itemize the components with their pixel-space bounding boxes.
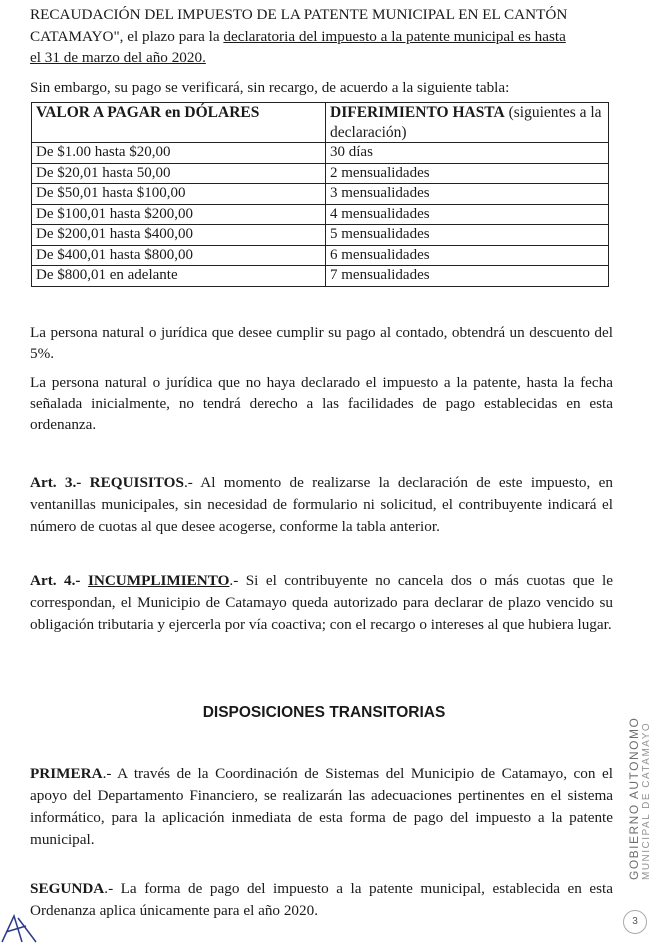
row-deferral: 30 días: [326, 143, 609, 164]
row-deferral: 7 mensualidades: [326, 266, 609, 287]
segunda-text: .- La forma de pago del impuesto a la patente municipal, establecida en esta Ordenanza aplica únicamente para el año 2020.: [30, 880, 613, 919]
header-deferral-bold: DIFERIMIENTO HASTA: [330, 104, 505, 121]
row-value: De $200,01 hasta $400,00: [32, 225, 326, 246]
row-deferral: 5 mensualidades: [326, 225, 609, 246]
article-4: [30, 570, 613, 636]
discount-paragraph: La persona natural o jurídica que desee cumplir su pago al contado, obtendrá un descuento del 5%.: [30, 324, 613, 362]
segunda-title: SEGUNDA: [30, 880, 105, 897]
table-intro: Sin embargo, su pago se verificará, sin recargo, de acuerdo a la siguiente tabla:: [30, 79, 510, 96]
stamp-line-1: GOBIERNO AUTONOMO: [627, 716, 641, 880]
table-header-row: [32, 103, 609, 143]
table-row: [32, 266, 609, 287]
section-heading: DISPOSICIONES TRANSITORIAS: [202, 704, 446, 721]
payment-table: [31, 102, 609, 287]
row-value: De $100,01 hasta $200,00: [32, 204, 326, 225]
article-3: [30, 472, 613, 538]
row-deferral: 4 mensualidades: [326, 204, 609, 225]
row-value: De $1.00 hasta $20,00: [32, 143, 326, 164]
intro-line-3: el 31 de marzo del año 2020.: [30, 49, 206, 66]
intro-line-1: RECAUDACIÓN DEL IMPUESTO DE LA PATENTE MUNICIPAL EN EL CANTÓN: [30, 6, 568, 23]
stamp-line-2: MUNICIPAL DE CATAMAYO: [641, 721, 652, 880]
primera-title: PRIMERA: [30, 765, 103, 782]
intro-paragraph: [30, 4, 613, 69]
row-deferral: 2 mensualidades: [326, 163, 609, 184]
header-value: VALOR A PAGAR en DÓLARES: [32, 103, 326, 143]
table-row: [32, 184, 609, 205]
article-4-text: .- Si el contribuyente no cancela dos o más cuotas que le correspondan, el Municipio de Catamayo queda autorizado para declarar de plazo vencido su obligación tributaria y ejercerla por vía coactiva; con el recargo o intereses al que hubiera lugar.: [30, 572, 613, 633]
table-row: [32, 245, 609, 266]
row-value: De $400,01 hasta $800,00: [32, 245, 326, 266]
table-row: [32, 225, 609, 246]
table-row: [32, 143, 609, 164]
table-row: [32, 204, 609, 225]
article-4-title-b: INCUMPLIMIENTO: [87, 572, 230, 589]
table-row: [32, 163, 609, 184]
intro-line-2b: declaratoria del impuesto a la patente municipal es hasta: [223, 27, 566, 45]
row-deferral: 6 mensualidades: [326, 245, 609, 266]
no-declared-paragraph: La persona natural o jurídica que no haya declarado el impuesto a la patente, hasta la fecha señalada inicialmente, no tendrá derecho a las facilidades de pago establecidas en esta ordenanza.: [30, 374, 613, 433]
primera-text: .- A través de la Coordinación de Sistemas del Municipio de Catamayo, con el apoyo del Departamento Financiero, se realizarán las adecuaciones pertinentes en el sistema informático, para la aplicación inmediata de esta forma de pago del impuesto a la patente municipal.: [30, 765, 613, 848]
segunda-paragraph: [30, 878, 613, 922]
article-3-text: .- Al momento de realizarse la declaración de este impuesto, en ventanillas municipales, sin necesidad de formulario ni solicitud, el contribuyente indicará el número de cuotas al que desee acogerse, conforme la tabla anterior.: [30, 474, 613, 535]
row-value: De $20,01 hasta 50,00: [32, 163, 326, 184]
row-deferral: 3 mensualidades: [326, 184, 609, 205]
page-number: 3: [623, 910, 647, 934]
row-value: De $50,01 hasta $100,00: [32, 184, 326, 205]
header-deferral-normal: (siguientes a la declaración): [330, 104, 602, 141]
municipal-stamp: [605, 640, 665, 910]
intro-line-2a: CATAMAYO", el plazo para la: [30, 27, 224, 45]
header-deferral: [326, 103, 609, 143]
row-value: De $800,01 en adelante: [32, 266, 326, 287]
article-4-title-a: Art. 4.-: [30, 572, 88, 589]
article-3-title: Art. 3.- REQUISITOS: [30, 474, 184, 491]
primera-paragraph: [30, 763, 613, 851]
signature-mark: [0, 912, 40, 944]
